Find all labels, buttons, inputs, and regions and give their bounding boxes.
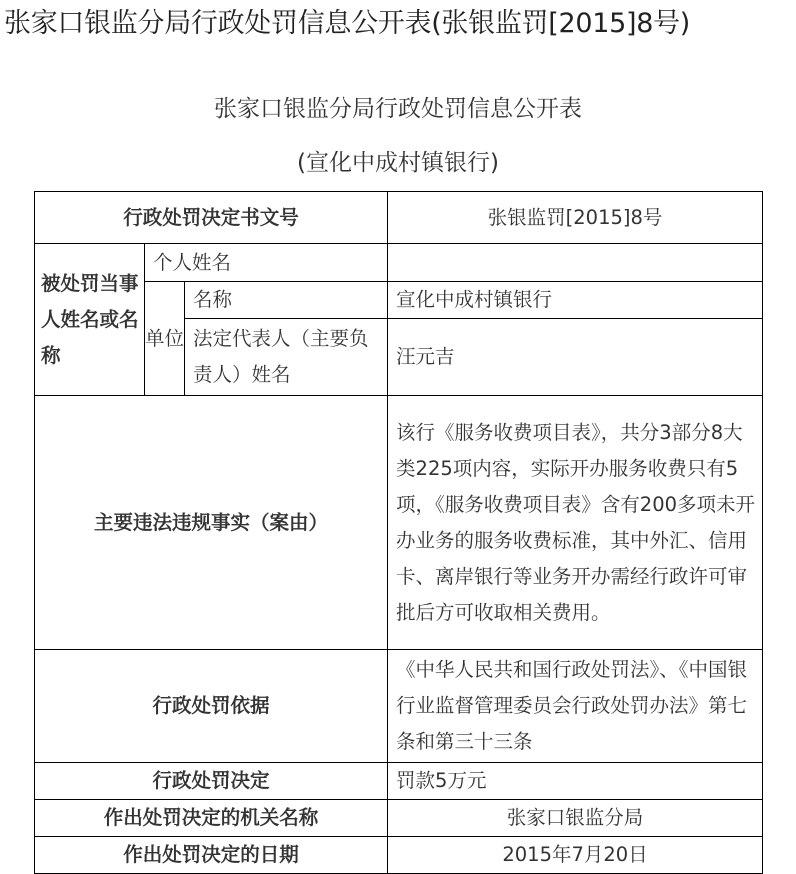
decision-value: 罚款5万元 (388, 763, 763, 800)
individual-row (35, 244, 763, 282)
authority-label: 作出处罚决定的机关名称 (35, 800, 388, 837)
legal-rep-label: 法定代表人（主要负责人）姓名 (185, 319, 388, 396)
doc-number-value: 张银监罚[2015]8号 (388, 192, 763, 244)
decision-label: 行政处罚决定 (35, 763, 388, 800)
unit-name-label: 名称 (185, 282, 388, 319)
table-title: 张家口银监分局行政处罚信息公开表 (214, 96, 582, 122)
basis-label: 行政处罚依据 (35, 650, 388, 763)
individual-label: 个人姓名 (145, 244, 388, 282)
unit-label: 单位 (145, 282, 185, 396)
authority-value: 张家口银监分局 (388, 800, 763, 837)
authority-row (35, 800, 763, 837)
unit-name-value: 宣化中成村镇银行 (388, 282, 763, 319)
date-row (35, 837, 763, 874)
legal-rep-value: 汪元吉 (388, 319, 763, 396)
table-subtitle: (宣化中成村镇银行) (297, 150, 499, 176)
basis-row (35, 650, 763, 763)
doc-number-label: 行政处罚决定书文号 (35, 192, 388, 244)
page-title: 张家口银监分局行政处罚信息公开表(张银监罚[2015]8号) (4, 8, 691, 39)
party-label: 被处罚当事人姓名或名称 (35, 244, 145, 396)
facts-row (35, 396, 763, 650)
date-value: 2015年7月20日 (388, 837, 763, 874)
facts-value: 该行《服务收费项目表》，共分3部分8大类225项内容，实际开办服务收费只有5项，《服务收费项目表》含有200多项未开办业务的服务收费标准，其中外汇、信用卡、离岸银行等业务开办需经行政许可审批后方可收取相关费用。 (388, 396, 763, 650)
individual-value (388, 244, 763, 282)
date-label: 作出处罚决定的日期 (35, 837, 388, 874)
basis-value: 《中华人民共和国行政处罚法》、《中国银行业监督管理委员会行政处罚办法》第七条和第三十三条 (388, 650, 763, 763)
decision-row (35, 763, 763, 800)
facts-label: 主要违法违规事实（案由） (35, 396, 388, 650)
penalty-info-table (34, 191, 763, 874)
doc-number-row (35, 192, 763, 244)
unit-name-row (35, 282, 763, 319)
